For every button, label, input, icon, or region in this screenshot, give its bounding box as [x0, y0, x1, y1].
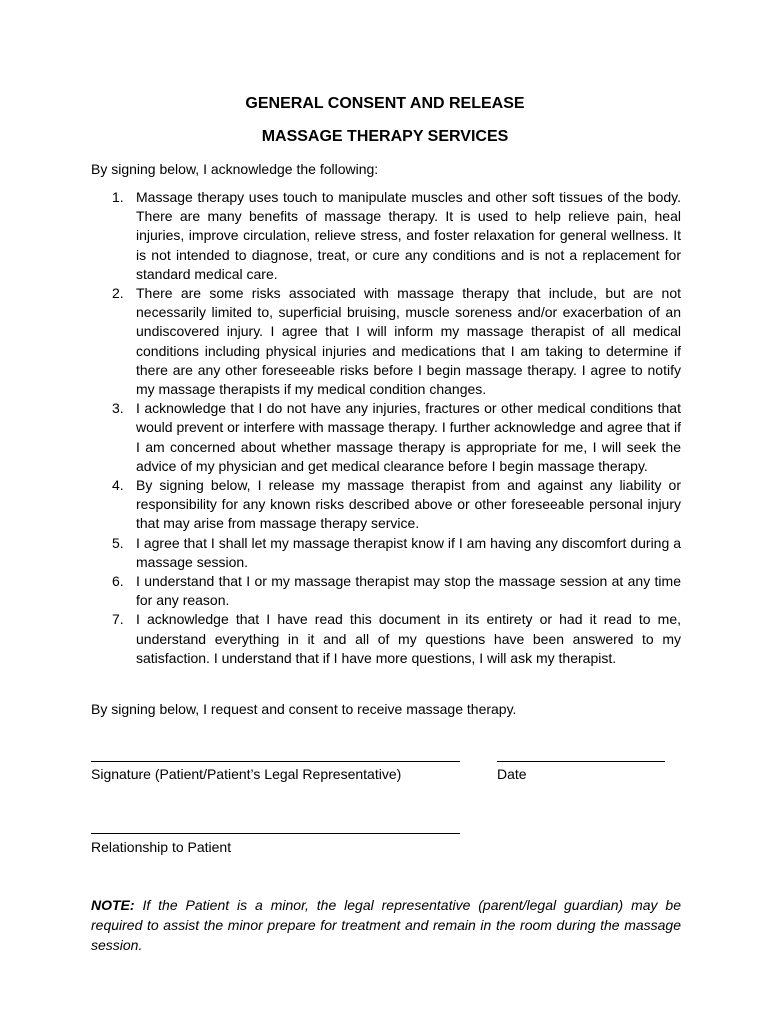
intro-text: By signing below, I acknowledge the following: [91, 161, 379, 177]
date-label: Date [497, 766, 527, 782]
date-line[interactable] [497, 761, 665, 762]
note-label: NOTE: [91, 897, 135, 913]
list-item-number: 5. [112, 534, 124, 551]
list-item-6 [91, 572, 681, 610]
list-item-2 [91, 284, 681, 399]
list-item-3 [91, 399, 681, 476]
list-item-number: 6. [112, 573, 124, 590]
list-item-text: I understand that I or my massage therapist may stop the massage session at any time for any reason. [136, 573, 681, 609]
list-item-1 [91, 188, 681, 284]
document-title: GENERAL CONSENT AND RELEASE [245, 95, 525, 112]
minor-note [91, 895, 681, 955]
list-item-5 [91, 534, 681, 572]
list-item-text: I acknowledge that I do not have any injuries, fractures or other medical conditions that would prevent or interfere with massage therapy. I further acknowledge and agree that if I am concerned about whether massage therapy is appropriate for me, I will seek the advice of my physician and get medical clearance before I begin massage therapy. [136, 400, 681, 474]
list-item-text: There are some risks associated with massage therapy that include, but are not necessarily limited to, superficial bruising, muscle soreness and/or exacerbation of an undiscovered injury. I agree that I will inform my massage therapist of all medical conditions including physical injuries and medications that I am taking to determine if there are any other foreseeable risks before I begin massage therapy. I agree to notify my massage therapists if my medical condition changes. [136, 285, 681, 398]
document-subtitle: MASSAGE THERAPY SERVICES [261, 128, 509, 145]
list-item-number: 7. [112, 611, 124, 628]
list-item-number: 2. [112, 285, 124, 302]
consent-request-text: By signing below, I request and consent to receive massage therapy. [91, 701, 517, 717]
list-item-4 [91, 476, 681, 534]
relationship-line[interactable] [91, 833, 460, 834]
list-item-text: I agree that I shall let my massage therapist know if I am having any discomfort during a massage session. [136, 534, 681, 570]
relationship-label: Relationship to Patient [91, 839, 232, 855]
list-item-text: Massage therapy uses touch to manipulate muscles and other soft tissues of the body. There are many benefits of massage therapy. It is used to help relieve pain, heal injuries, improve circulation, relieve stress, and foster relaxation for general wellness. It is not intended to diagnose, treat, or cure any conditions and is not a replacement for standard medical care. [136, 189, 681, 282]
note-text: If the Patient is a minor, the legal representative (parent/legal guardian) may be required to assist the minor prepare for treatment and remain in the room during the massage session. [91, 897, 681, 953]
acknowledgement-list [91, 188, 681, 668]
list-item-7 [91, 610, 681, 668]
signature-label: Signature (Patient/Patient’s Legal Representative) [91, 766, 402, 782]
list-item-text: I acknowledge that I have read this document in its entirety or had it read to me, understand everything in it and all of my questions have been answered to my satisfaction. I understand that if I have more questions, I will ask my therapist. [136, 611, 681, 666]
list-item-number: 1. [112, 189, 124, 205]
list-item-text: By signing below, I release my massage therapist from and against any liability or responsibility for any known risks described above or other foreseeable personal injury that may arise from massage therapy service. [136, 477, 681, 532]
list-item-number: 4. [112, 477, 124, 494]
signature-line[interactable] [91, 761, 460, 762]
list-item-number: 3. [112, 400, 124, 417]
